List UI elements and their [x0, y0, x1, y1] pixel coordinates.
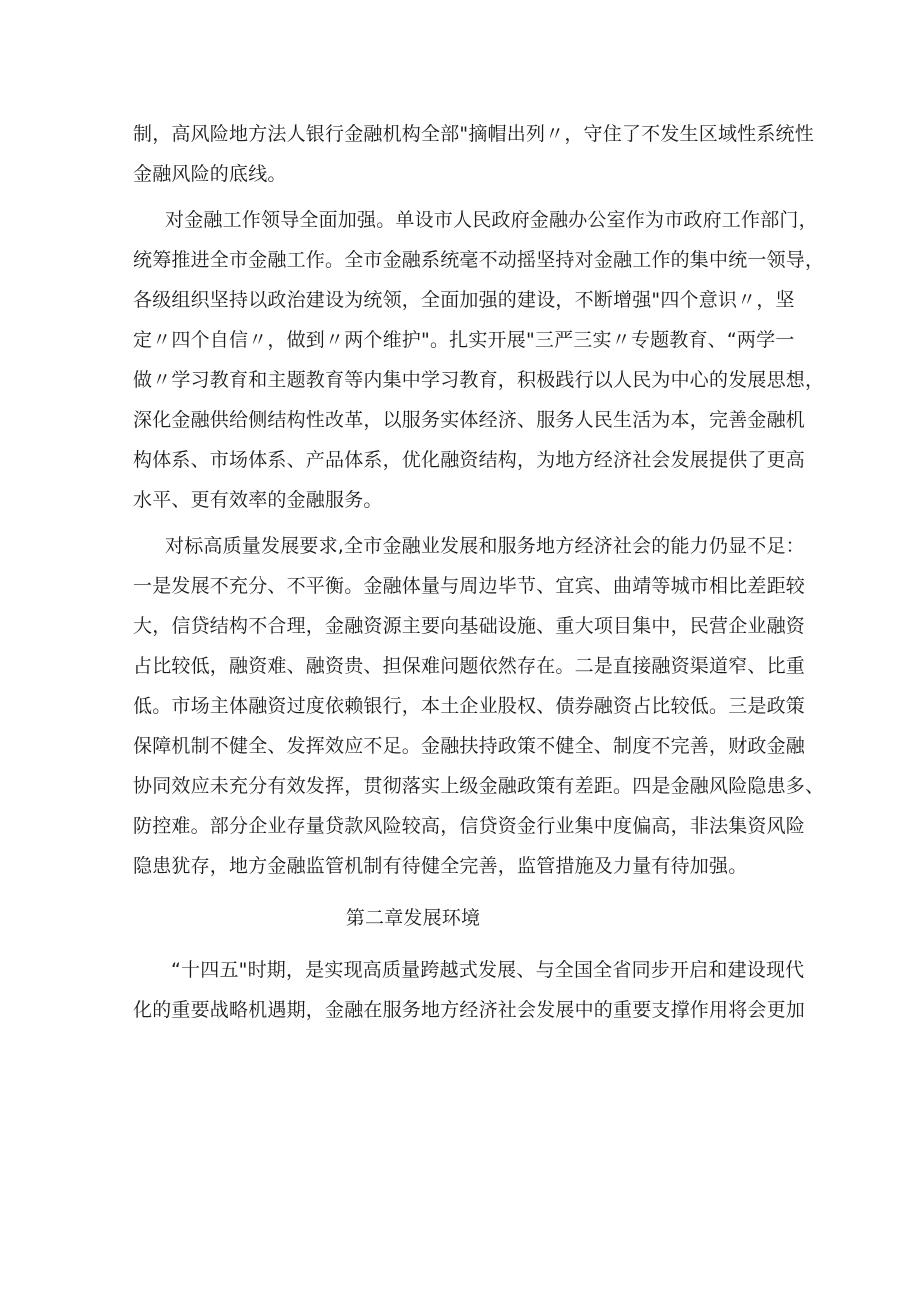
- paragraph-2-line-6: 深化金融供给侧结构性改革，以服务实体经济、服务人民生活为本，完善金融机: [133, 409, 806, 431]
- document-body: [133, 114, 825, 1030]
- paragraph-2-line-1: 对金融工作领导全面加强。单设市人民政府金融办公室作为市政府工作部门，: [165, 209, 818, 231]
- paragraph-4-line-1: “十四五"时期，是实现高质量跨越式发展、与全国全省同步开启和建设现代: [171, 959, 805, 981]
- paragraph-3-line-8: 防控难。部分企业存量贷款风险较高，信贷资金行业集中度偏高，非法集资风险: [133, 815, 806, 837]
- paragraph-3-line-4: 占比较低，融资难、融资贵、担保难问题依然存在。二是直接融资渠道窄、比重: [133, 655, 806, 677]
- paragraph-2-line-3: 各级组织坚持以政治建设为统领，全面加强的建设，不断增强"四个意识〃，坚: [133, 289, 795, 311]
- paragraph-1-line-1: 制，高风险地方法人银行金融机构全部"摘帽出列〃，守住了不发生区域性系统性: [133, 123, 814, 145]
- paragraph-3-line-6: 保障机制不健全、发挥效应不足。金融扶持政策不健全、制度不完善，财政金融: [133, 735, 806, 757]
- paragraph-3-line-2: 一是发展不充分、不平衡。金融体量与周边毕节、宜宾、曲靖等城市相比差距较: [133, 575, 806, 597]
- paragraph-2-line-4: 定〃四个自信〃，做到〃两个维护"。扎实开展"三严三实〃专题教育、“两学一: [133, 329, 795, 351]
- paragraph-2-line-8: 水平、更有效率的金融服务。: [133, 489, 383, 511]
- paragraph-3-line-3: 大，信贷结构不合理，金融资源主要向基础设施、重大项目集中，民营企业融资: [133, 615, 806, 637]
- paragraph-4-line-2: 化的重要战略机遇期，金融在服务地方经济社会发展中的重要支撑作用将会更加: [133, 999, 806, 1021]
- paragraph-1-line-2: 金融风险的底线。: [133, 163, 287, 185]
- paragraph-3-line-5: 低。市场主体融资过度依赖银行，本土企业股权、债券融资占比较低。三是政策: [133, 695, 806, 717]
- paragraph-2-line-5: 做〃学习教育和主题教育等内集中学习教育，积极践行以人民为中心的发展思想，: [133, 369, 825, 391]
- chapter-heading: 第二章发展环境: [345, 907, 481, 929]
- paragraph-3-line-7: 协同效应未充分有效发挥，贯彻落实上级金融政策有差距。四是金融风险隐患多、: [133, 775, 825, 797]
- paragraph-2-line-2: 统筹推进全市金融工作。全市金融系统毫不动摇坚持对金融工作的集中统一领导，: [133, 249, 825, 271]
- paragraph-3-line-1: 对标高质量发展要求,全市金融业发展和服务地方经济社会的能力仍显不足：: [165, 535, 805, 557]
- paragraph-3-line-9: 隐患犹存，地方金融监管机制有待健全完善，监管措施及力量有待加强。: [133, 855, 748, 877]
- paragraph-2-line-7: 构体系、市场体系、产品体系，优化融资结构，为地方经济社会发展提供了更高: [133, 449, 806, 471]
